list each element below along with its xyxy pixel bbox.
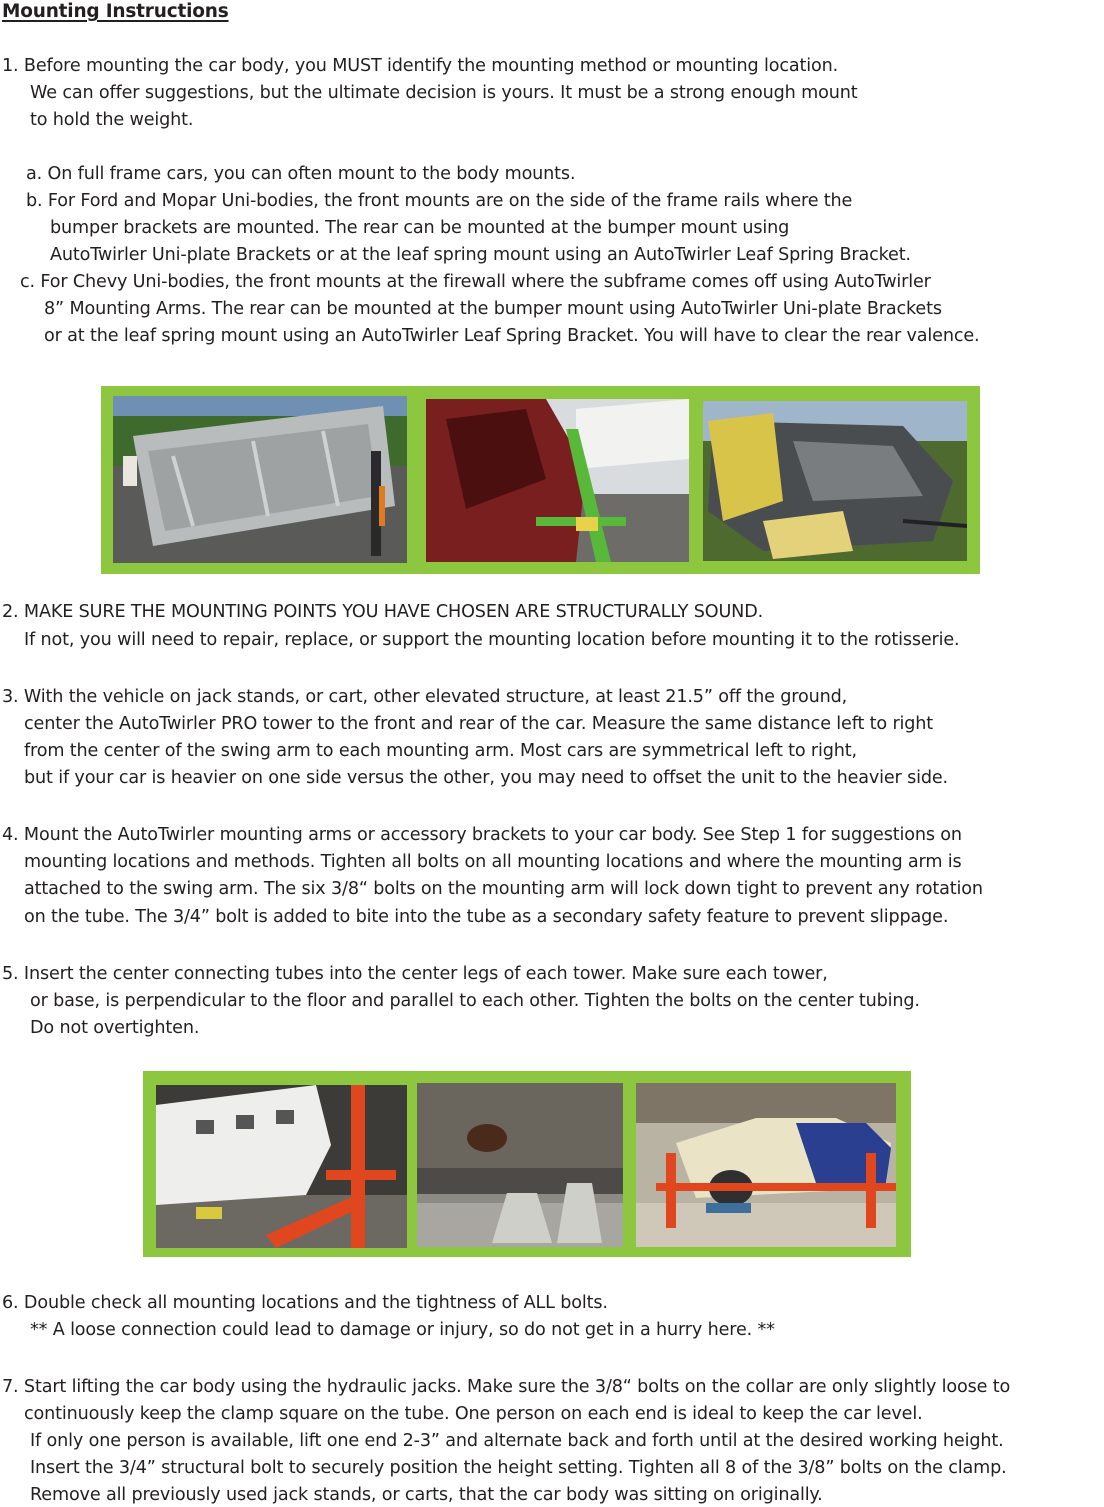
- step-7-line-5: Remove all previously used jack stands, or carts, that the car body was sitting on originally.: [30, 1485, 823, 1505]
- step-5-line-3: Do not overtighten.: [30, 1018, 200, 1038]
- step-1c-line-3: or at the leaf spring mount using an AutoTwirler Leaf Spring Bracket. You will have to clear the rear valence.: [44, 326, 980, 346]
- photo-green-mounting-arm: [426, 399, 689, 562]
- step-2-line-2: If not, you will need to repair, replace, or support the mounting location before mounting it to the rotisserie.: [24, 630, 960, 650]
- step-7-line-1: 7. Start lifting the car body using the hydraulic jacks. Make sure the 3/8“ bolts on the collar are only slightly loose to: [2, 1377, 1011, 1397]
- step-4-line-3: attached to the swing arm. The six 3/8“ bolts on the mounting arm will lock down tight to prevent any rotation: [24, 879, 983, 899]
- step-6-line-1: 6. Double check all mounting locations and the tightness of ALL bolts.: [2, 1293, 608, 1313]
- page-title: Mounting Instructions: [2, 1, 229, 22]
- step-5-line-1: 5. Insert the center connecting tubes into the center legs of each tower. Make sure each tower,: [2, 964, 828, 984]
- step-4-line-4: on the tube. The 3/4” bolt is added to bite into the tube as a secondary safety feature to prevent slippage.: [24, 907, 949, 927]
- step-4-line-1: 4. Mount the AutoTwirler mounting arms or accessory brackets to your car body. See Step 1 for suggestions on: [2, 825, 962, 845]
- step-1c-line-1: c. For Chevy Uni-bodies, the front mounts at the firewall where the subframe comes off using AutoTwirler: [20, 272, 931, 292]
- step-1a-line-1: a. On full frame cars, you can often mount to the body mounts.: [26, 164, 576, 184]
- photo-red-stand-white-body: [156, 1085, 407, 1248]
- photo-underside-jack-stand: [417, 1083, 623, 1247]
- step-3-line-2: center the AutoTwirler PRO tower to the front and rear of the car. Measure the same distance left to right: [24, 714, 934, 734]
- step-7-line-3: If only one person is available, lift one end 2-3” and alternate back and forth until at the desired working height.: [30, 1431, 1004, 1451]
- step-1c-line-2: 8” Mounting Arms. The rear can be mounted at the bumper mount using AutoTwirler Uni-plate Brackets: [44, 299, 942, 319]
- step-6-line-2: ** A loose connection could lead to damage or injury, so do not get in a hurry here. **: [30, 1320, 775, 1340]
- step-1-line-3: to hold the weight.: [30, 110, 194, 130]
- step-1b-line-2: bumper brackets are mounted. The rear can be mounted at the bumper mount using: [50, 218, 790, 238]
- step-1-line-1: 1. Before mounting the car body, you MUST identify the mounting method or mounting location.: [2, 56, 839, 76]
- step-1-line-2: We can offer suggestions, but the ultimate decision is yours. It must be a strong enough mount: [30, 83, 858, 103]
- photo-full-body-rotisserie: [636, 1083, 896, 1247]
- step-1b-line-3: AutoTwirler Uni-plate Brackets or at the leaf spring mount using an AutoTwirler Leaf Spring Bracket.: [50, 245, 911, 265]
- step-3-line-4: but if your car is heavier on one side versus the other, you may need to offset the unit to the heavier side.: [24, 768, 948, 788]
- photo-car-body-rotisserie: [113, 396, 407, 563]
- step-3-line-3: from the center of the swing arm to each mounting arm. Most cars are symmetrical left to right,: [24, 741, 857, 761]
- step-5-line-2: or base, is perpendicular to the floor and parallel to each other. Tighten the bolts on the center tubing.: [30, 991, 920, 1011]
- step-1b-line-1: b. For Ford and Mopar Uni-bodies, the front mounts are on the side of the frame rails where the: [26, 191, 853, 211]
- photo-body-on-stand: [703, 401, 967, 561]
- step-7-line-2: continuously keep the clamp square on the tube. One person on each end is ideal to keep the car level.: [24, 1404, 923, 1424]
- step-4-line-2: mounting locations and methods. Tighten all bolts on all mounting locations and where the mounting arm is: [24, 852, 962, 872]
- step-3-line-1: 3. With the vehicle on jack stands, or cart, other elevated structure, at least 21.5” off the ground,: [2, 687, 848, 707]
- step-7-line-4: Insert the 3/4” structural bolt to securely position the height setting. Tighten all 8 of the 3/8” bolts on the clamp.: [30, 1458, 1007, 1478]
- step-2-line-1: 2. MAKE SURE THE MOUNTING POINTS YOU HAVE CHOSEN ARE STRUCTURALLY SOUND.: [2, 602, 764, 622]
